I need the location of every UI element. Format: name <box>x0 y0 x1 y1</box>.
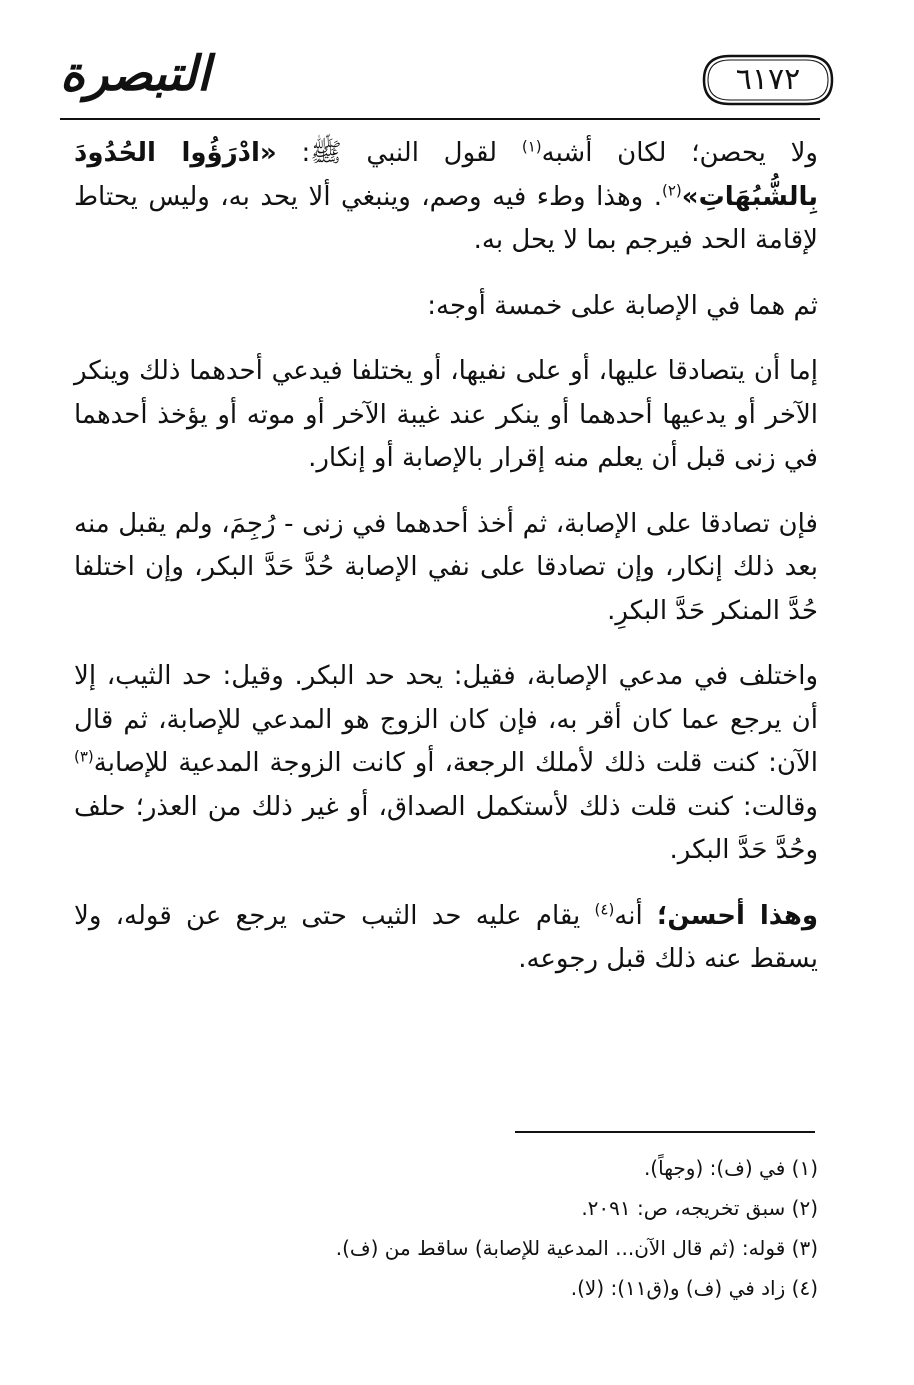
footnote-1: (١) في (ف): (وجهاً). <box>643 1156 818 1180</box>
paragraph-2: ثم هما في الإصابة على خمسة أوجه: <box>427 290 818 321</box>
footnote-ref-1[interactable]: (١) <box>521 137 542 156</box>
paragraph-5 <box>74 655 818 873</box>
footnotes <box>74 1148 818 1308</box>
footnote-ref-3[interactable]: (٣) <box>74 747 94 766</box>
footnote-3: (٣) قوله: (ثم قال الآن... المدعية للإصابة) ساقط من (ف). <box>335 1236 818 1260</box>
paragraph-5-text-a: واختلف في مدعي الإصابة، فقيل: يحد حد البكر. وقيل: حد الثيب، إلا أن يرجع عما كان أقر به، فإن كان الزوج هو المدعي للإصابة، ثم قال الآن: كنت قلت ذلك لأملك الرجعة، أو كانت الزوجة المدعية للإصابة <box>74 661 818 778</box>
paragraph-6-text-a: أنه <box>614 900 657 931</box>
footnote-2: (٢) سبق تخريجه، ص: ٢٠٩١. <box>581 1196 818 1220</box>
footnote-ref-4[interactable]: (٤) <box>594 899 615 918</box>
paragraph-6-text-b: يقام عليه حد الثيب حتى يرجع عن قوله، ولا يسقط عنه ذلك قبل رجوعه. <box>74 900 818 974</box>
footnote-4: (٤) زاد في (ف) و(ق١١): (لا). <box>570 1276 818 1300</box>
paragraph-6-lead: وهذا أحسن؛ <box>656 900 819 931</box>
paragraph-1 <box>74 132 818 263</box>
hadith-quote: «ادْرَؤُوا الحُدُودَ بِالشُّبُهَاتِ» <box>74 138 818 212</box>
paragraph-1-text-a: ولا يحصن؛ لكان أشبه <box>541 138 818 168</box>
footnote-ref-2[interactable]: (٢) <box>662 180 682 199</box>
page-number-badge <box>700 50 836 110</box>
footnote-separator <box>515 1131 815 1133</box>
page-number: ٦١٧٢ <box>735 62 801 97</box>
paragraph-5-text-b: وقالت: كنت قلت ذلك لأستكمل الصداق، أو غير ذلك من العذر؛ حلف وحُدَّ حَدَّ البكر. <box>74 791 818 865</box>
paragraph-1-text-c: . وهذا وطء فيه وصم، وينبغي ألا يحد به، وليس يحتاط لإقامة الحد فيرجم بما لا يحل به. <box>74 181 818 255</box>
header-rule <box>60 118 820 120</box>
page-header <box>60 38 820 118</box>
main-text <box>74 132 818 1004</box>
book-title: التبصرة <box>60 46 211 102</box>
paragraph-1-text-b: لقول النبي ﷺ: <box>276 138 522 168</box>
paragraph-3: إما أن يتصادقا عليها، أو على نفيها، أو يختلفا فيدعي أحدهما ذلك وينكر الآخر أو يدعيها أحدهما أو ينكر عند غيبة الآخر أو موته أو يؤخذ أحدهما في زنى قبل أن يعلم منه إقرار بالإصابة أو إنكار. <box>74 356 818 473</box>
paragraph-6 <box>74 895 818 982</box>
paragraph-4: فإن تصادقا على الإصابة، ثم أخذ أحدهما في زنى - رُجِمَ، ولم يقبل منه بعد ذلك إنكار، وإن تصادقا على نفي الإصابة حُدَّ حَدَّ البكر، وإن اختلفا حُدَّ المنكر حَدَّ البكرِ. <box>74 508 818 626</box>
